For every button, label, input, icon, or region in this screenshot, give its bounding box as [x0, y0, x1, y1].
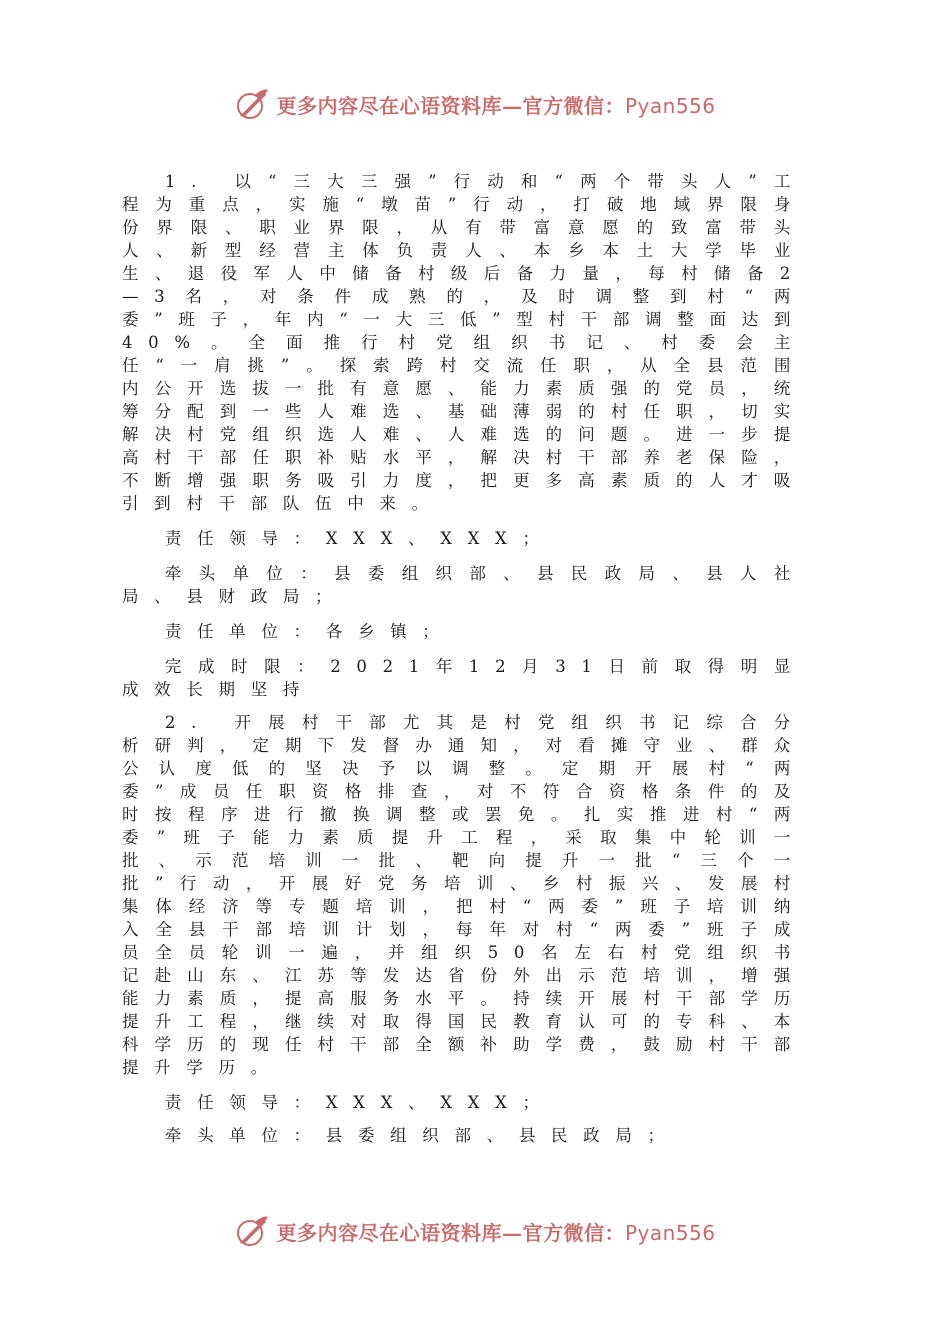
responsible-unit-1: 责任单位：各乡镇； [164, 622, 455, 641]
document-body [122, 170, 806, 1147]
lead-unit-2: 牵头单位：县委组织部、县民政局； [164, 1126, 680, 1145]
responsible-leader-1: 责任领导：XXX、XXX； [164, 529, 555, 548]
watermark-handle: Pyan556 [624, 1220, 716, 1245]
watermark-handle: Pyan556 [624, 93, 716, 118]
watermark-text: 更多内容尽在心语资料库—官方微信：Pyan556 [276, 93, 716, 118]
responsible-leader-2: 责任领导：XXX、XXX； [164, 1093, 555, 1112]
paragraph-2: 2. 开展村干部尤其是村党组织书记综合分析研判，定期下发督办通知，对看摊守业、群众公认度低的坚决予以调整。定期开展村“两委”成员任职资格排查，对不符合资格条件的及时按程序进行撤换调整或罢免。扎实推进村“两委”班子能力素质提升工程，采取集中轮训一批、示范培训一批、靶向提升一批“三个一批”行动，开展好党务培训、乡村振兴、发展村集体经济等专题培训，把村“两委”班子培训纳入全县干部培训计划，每年对村“两委”班子成员全员轮训一遍，并组织50名左右村党组织书记赴山东、江苏等发达省份外出示范培训，增强能力素质，提高服务水平。持续开展村干部学历提升工程，继续对取得国民教育认可的专科、本科学历的现任村干部全额补助学费，鼓励村干部提升学历。 [122, 713, 806, 1077]
quill-pen-icon [234, 86, 270, 122]
quill-pen-icon [234, 1213, 270, 1249]
watermark-text: 更多内容尽在心语资料库—官方微信：Pyan556 [276, 1220, 716, 1245]
paragraph-1: 1. 以“三大三强”行动和“两个带头人”工程为重点，实施“墩苗”行动，打破地域界限身份界限、职业界限，从有带富意愿的致富带头人、新型经营主体负责人、本乡本土大学毕业生、退役军人中储备村级后备力量，每村储备2—3名，对条件成熟的，及时调整到村“两委”班子，年内“一大三低”型村干部调整面达到40%。全面推行村党组织书记、村委会主任“一肩挑”。探索跨村交流任职，从全县范围内公开选拔一批有意愿、能力素质强的党员，统筹分配到一些人难选、基础薄弱的村任职，切实解决村党组织选人难、人难选的问题。进一步提高村干部任职补贴水平，解决村干部养老保险，不断增强职务吸引力度，把更多高素质的人才吸引到村干部队伍中来。 [122, 172, 806, 513]
lead-unit-1: 牵头单位：县委组织部、县民政局、县人社局、县财政局； [122, 564, 806, 606]
deadline-1: 完成时限：2021年12月31日前取得明显成效长期坚持 [122, 657, 806, 699]
header-watermark [0, 84, 950, 124]
footer-watermark [0, 1211, 950, 1251]
